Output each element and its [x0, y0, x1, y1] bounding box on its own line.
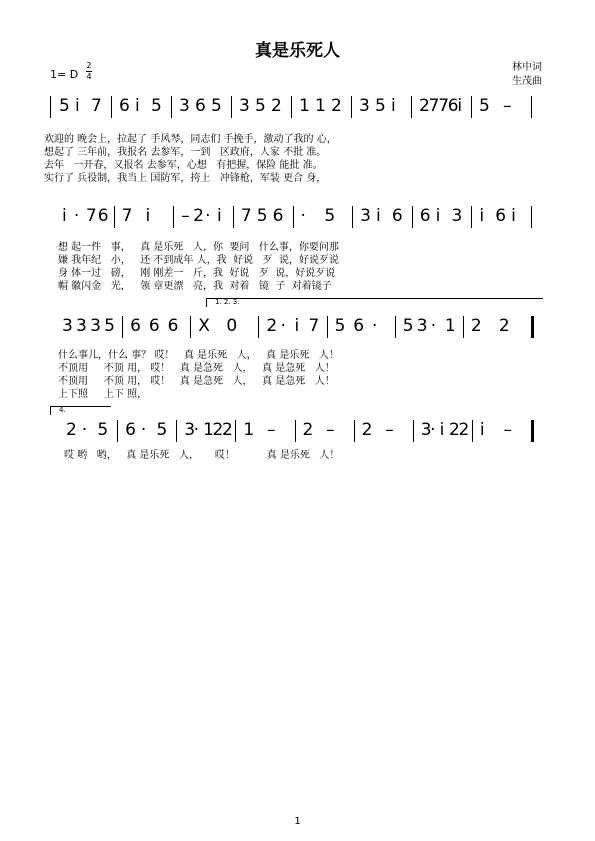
note: ·: [372, 316, 378, 336]
notes-row: [0, 96, 595, 122]
note: 6: [272, 206, 284, 226]
time-signature-bottom: 4: [86, 72, 92, 81]
bar-line: [411, 96, 412, 118]
bar-line: [413, 420, 414, 442]
note: 6: [447, 96, 459, 116]
music-system-4: [0, 420, 595, 510]
note: 6: [391, 206, 403, 226]
bar-line: [463, 316, 464, 338]
lyric-line: [0, 143, 595, 158]
lyric-line: [0, 277, 595, 292]
lyric-text: 上下照 上下 照，: [58, 389, 148, 400]
bar-line: [231, 96, 232, 118]
note: 3: [184, 420, 196, 440]
time-signature: [86, 62, 92, 81]
note: –: [266, 420, 276, 440]
lyric-text: 帽 徽闪金 光， 领 章更漂 亮，我 对着 镜 子 对着镜子: [58, 281, 332, 292]
note: 2: [221, 420, 233, 440]
bar-line: [50, 96, 51, 118]
bar-line: [111, 96, 112, 118]
note: –: [181, 206, 190, 226]
note: 7: [91, 96, 102, 116]
lyric-line: [0, 372, 595, 387]
note: 2: [419, 96, 430, 116]
note: 6: [130, 316, 141, 336]
bar-line: [293, 206, 294, 228]
note: i: [435, 206, 441, 226]
bar-line: [531, 206, 532, 228]
note: i: [216, 206, 222, 226]
song-title: 真是乐死人: [255, 41, 340, 61]
note: –: [503, 96, 512, 116]
note: 7: [121, 206, 133, 226]
note: 5: [97, 420, 109, 440]
note: 2: [212, 420, 224, 440]
lyric-line: [0, 251, 595, 266]
bar-line: [114, 206, 115, 228]
bar-line: [531, 316, 534, 338]
note: 1: [203, 420, 214, 440]
note: 6: [148, 316, 160, 336]
note: 6: [419, 206, 431, 226]
note: 2: [458, 420, 470, 440]
note: 5: [334, 316, 346, 336]
note: ·: [81, 420, 88, 440]
note: 5: [151, 96, 162, 116]
key-signature: 1= D: [50, 68, 79, 81]
bar-line: [295, 420, 296, 442]
note: 5: [402, 316, 414, 336]
bar-line: [190, 316, 191, 338]
note: –: [503, 420, 512, 440]
note: ·: [73, 206, 80, 226]
notes-row: [0, 316, 595, 342]
note: i: [439, 420, 445, 440]
note: 2: [271, 96, 282, 116]
note: X: [198, 316, 210, 336]
bar-line: [235, 420, 236, 442]
lyric-line: [0, 264, 595, 279]
lyric-line: [0, 130, 595, 145]
bar-line: [327, 316, 328, 338]
note: 5: [255, 96, 266, 116]
note: ·: [280, 316, 286, 336]
note: 7: [428, 96, 440, 116]
note: –: [326, 420, 335, 440]
bar-line: [531, 420, 534, 442]
music-system-3: [0, 316, 595, 406]
bar-line: [176, 420, 177, 442]
volta-label: 1. 2. 3.: [215, 298, 240, 306]
note: i: [376, 206, 381, 226]
lyric-line: [0, 156, 595, 171]
bar-line: [233, 206, 234, 228]
note: 6: [167, 316, 179, 336]
notes-row: [0, 420, 595, 446]
note: ·: [430, 420, 436, 440]
note: 5: [375, 96, 386, 116]
note: 3: [179, 96, 190, 116]
lyric-text: 不顶用 不顶 用， 哎！ 真 是急死 人， 真 是急死 人！: [58, 363, 335, 374]
lyric-text: 想 起一件 事， 真 是乐死 人，你 要问 什么事，你要问那: [58, 242, 339, 253]
bar-line: [351, 96, 352, 118]
music-system-2: [0, 206, 595, 296]
note: 5: [479, 96, 490, 116]
note: i: [479, 206, 485, 226]
note: 1: [299, 96, 310, 116]
note: i: [62, 206, 67, 226]
bar-line: [258, 316, 259, 338]
note: 3: [239, 96, 250, 116]
volta-bracket-4: [50, 406, 111, 415]
note: –: [385, 420, 394, 440]
lyric-text: 身 体一过 磅， 刚 刚差一 斤，我 好说 歹 说，好说歹说: [58, 268, 336, 279]
bar-line: [171, 96, 172, 118]
note: 0: [226, 316, 238, 336]
note: 7: [438, 96, 450, 116]
lyricist-credit: 林中词: [512, 62, 542, 73]
note: 2: [470, 316, 482, 336]
note: i: [294, 316, 300, 336]
note: 2: [361, 420, 373, 440]
note: 5: [256, 206, 268, 226]
note: 1: [315, 96, 326, 116]
bar-line: [354, 420, 355, 442]
note: 3: [420, 420, 432, 440]
note: 3: [416, 316, 428, 336]
note: 6: [97, 206, 109, 226]
bar-line: [173, 206, 174, 228]
bar-line: [395, 316, 396, 338]
note: i: [457, 96, 463, 116]
lyric-text: 什么事儿，什么 事？ 哎！ 真 是乐死 人， 真 是乐死 人！: [58, 350, 339, 361]
bar-line: [352, 206, 353, 228]
note: 7: [240, 206, 252, 226]
note: 3: [90, 316, 101, 336]
note: 5: [324, 206, 336, 226]
lyric-line: [0, 446, 595, 461]
note: 3: [360, 206, 371, 226]
note: 7: [85, 206, 97, 226]
note: 7: [308, 316, 320, 336]
note: 2: [66, 420, 77, 440]
note: i: [145, 206, 151, 226]
note: ·: [205, 206, 211, 226]
note: 6: [125, 420, 136, 440]
time-signature-top: 2: [86, 61, 92, 70]
note: i: [75, 96, 80, 116]
note: 6: [119, 96, 130, 116]
lyric-text: 去年 一开春，又报名 去参军，心想 有把握，保险 能批 准。: [44, 160, 323, 171]
note: i: [479, 420, 485, 440]
note: i: [511, 206, 516, 226]
note: 3: [359, 96, 370, 116]
note: ·: [300, 206, 306, 226]
lyric-line: [0, 359, 595, 374]
page-number: 1: [294, 816, 301, 827]
bar-line: [117, 420, 118, 442]
lyric-line: [0, 346, 595, 361]
note: 3: [451, 206, 463, 226]
note: 3: [62, 316, 73, 336]
note: 5: [156, 420, 168, 440]
bar-line: [471, 96, 472, 118]
bar-line: [531, 96, 532, 118]
note: 6: [353, 316, 365, 336]
note: ·: [140, 420, 147, 440]
note: i: [391, 96, 396, 116]
notes-row: [0, 206, 595, 232]
note: 2: [302, 420, 314, 440]
note: 6: [495, 206, 507, 226]
note: 2: [193, 206, 204, 226]
lyric-line: [0, 238, 595, 253]
bar-line: [291, 96, 292, 118]
note: 2: [498, 316, 510, 336]
note: 2: [331, 96, 342, 116]
note: 5: [211, 96, 222, 116]
lyric-text: 嫌 我年纪 小， 还 不到成年 人，我 好说 歹 说，好说歹说: [58, 255, 339, 266]
lyric-line: [0, 169, 595, 184]
bar-line: [472, 420, 473, 442]
bar-line: [412, 206, 413, 228]
note: ·: [430, 316, 437, 336]
note: 1: [444, 316, 456, 336]
lyric-text: 欢迎的 晚会上，拉起了 手风琴，同志们 手挽手，激动了我的 心，: [44, 134, 337, 145]
lyric-text: 哎 哟 哟， 真 是乐死 人， 哎！ 真 是乐死 人！: [64, 450, 340, 461]
note: ·: [193, 420, 200, 440]
bar-line: [471, 206, 472, 228]
note: i: [135, 96, 140, 116]
volta-label: 4.: [59, 406, 66, 414]
lyric-text: 实行了 兵役制，我当上 国防军，挎上 冲锋枪，军装 更合 身，: [44, 173, 327, 184]
composer-credit: 生茂曲: [512, 76, 542, 87]
bar-line: [122, 316, 123, 338]
note: 5: [59, 96, 70, 116]
volta-bracket-1-2-3: [206, 298, 543, 307]
note: 2: [449, 420, 460, 440]
note: 1: [243, 420, 255, 440]
lyric-line: [0, 385, 595, 400]
lyric-text: 不顶用 不顶 用， 哎！ 真 是急死 人， 真 是急死 人！: [58, 376, 335, 387]
music-system-1: [0, 96, 595, 186]
lyric-text: 想起了 三年前，我报名 去参军，一到 区政府，人家 不批 准。: [44, 147, 327, 158]
note: 6: [195, 96, 206, 116]
note: 5: [104, 316, 115, 336]
note: 3: [76, 316, 87, 336]
note: 2: [266, 316, 278, 336]
